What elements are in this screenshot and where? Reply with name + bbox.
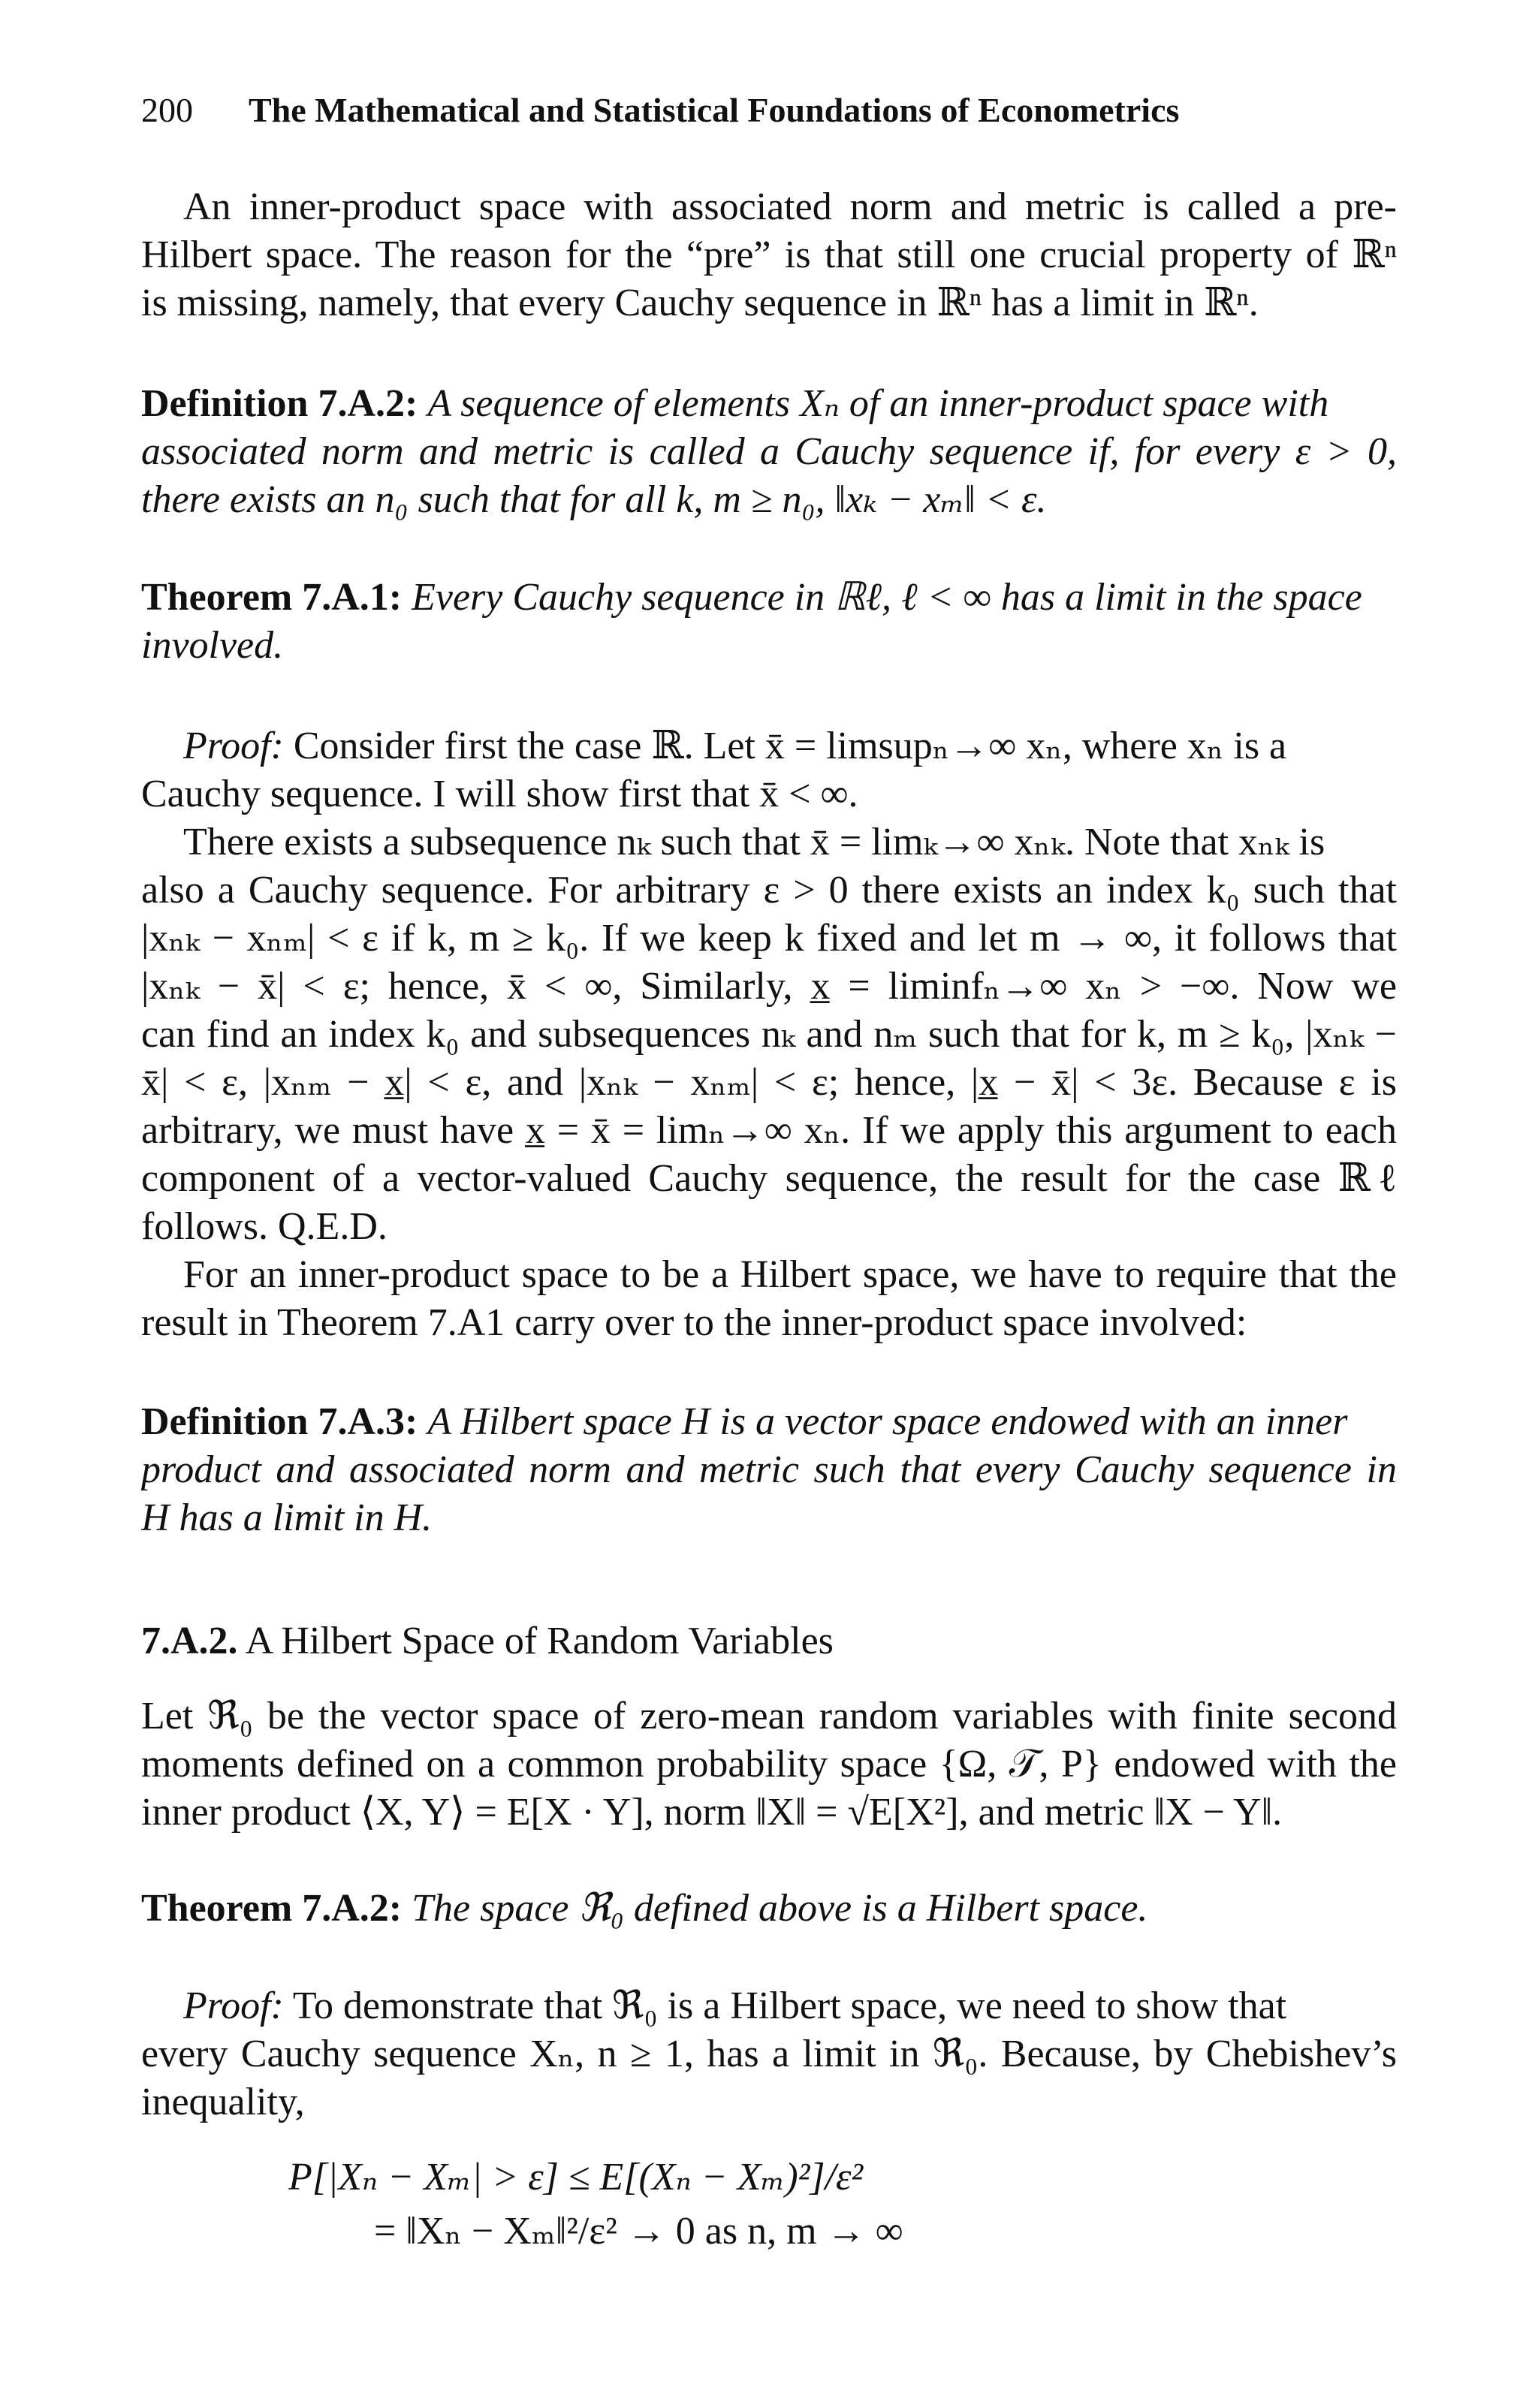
r0-para-line-1: Let ℜ₀ be the vector space of zero-mean random variables with finite second [141,1695,1397,1737]
section-heading [141,1617,1397,1665]
definition-7a2-text-1: A sequence of elements Xₙ of an inner-product space with [427,382,1329,425]
section-number: 7.A.2. [141,1620,238,1662]
theorem-7a2-text: The space ℜ₀ defined above is a Hilbert space. [412,1887,1148,1930]
proof-label: Proof: [183,725,284,767]
definition-7a3-label: Definition 7.A.3: [141,1400,418,1443]
definition-7a2-label: Definition 7.A.2: [141,382,418,425]
r0-para-line-3: inner product ⟨X, Y⟩ = E[X · Y], norm ‖X‖ = √E[X²], and metric ‖X − Y‖. [141,1791,1283,1834]
theorem-7a1-line-1 [141,574,1397,622]
theorem-7a2-label: Theorem 7.A.2: [141,1887,403,1930]
proof-7a2-line-3: inequality, [141,2081,305,2123]
proof-7a1-line-1 [183,722,1397,770]
definition-7a2-line-2: associated norm and metric is called a Cauchy sequence if, for every ε > 0, [141,430,1397,473]
intro-line-1: An inner-product space with associated norm and metric is called a pre- [183,185,1397,228]
proof-7a1-text-1: Consider first the case ℝ. Let x̄ = limsupₙ→∞ xₙ, where xₙ is a [293,725,1287,767]
proof-7a1-line-9: arbitrary, we must have x̲ = x̄ = limₙ→∞ xₙ. If we apply this argument to each [141,1109,1397,1152]
definition-7a3-line-1 [141,1398,1397,1446]
equation-line-2: = ‖Xₙ − Xₘ‖²/ε² → 0 as n, m → ∞ [374,2210,903,2253]
hilbert-para-line-1: For an inner-product space to be a Hilbert space, we have to require that the [183,1253,1397,1296]
proof-7a2-line-1 [183,1982,1397,2030]
r0-para-line-2: moments defined on a common probability space {Ω, 𝒯, P} endowed with the [141,1743,1397,1786]
page-number: 200 [141,91,193,129]
proof-7a1-line-3: There exists a subsequence nₖ such that x̄ = limₖ→∞ xₙₖ. Note that xₙₖ is [183,821,1325,863]
proof-7a2-text-1: To demonstrate that ℜ₀ is a Hilbert space, we need to show that [292,1985,1287,2027]
hilbert-para-line-2: result in Theorem 7.A1 carry over to the inner-product space involved: [141,1301,1247,1344]
theorem-7a2-line [141,1885,1397,1933]
theorem-7a1-text-1: Every Cauchy sequence in ℝℓ, ℓ < ∞ has a limit in the space [412,576,1362,619]
running-title: The Mathematical and Statistical Foundations of Econometrics [249,91,1180,129]
section-title: A Hilbert Space of Random Variables [245,1620,834,1662]
proof-7a1-line-10: component of a vector-valued Cauchy sequence, the result for the case ℝℓ [141,1157,1397,1200]
definition-7a3-line-2: product and associated norm and metric such that every Cauchy sequence in [141,1448,1397,1491]
proof-7a1-line-6: |xₙₖ − x̄| < ε; hence, x̄ < ∞, Similarly, x̲ = liminfₙ→∞ xₙ > −∞. Now we [141,965,1397,1008]
proof-7a1-line-8: x̄| < ε, |xₙₘ − x̲| < ε, and |xₙₖ − xₙₘ| < ε; hence, |x̲ − x̄| < 3ε. Because ε is [141,1061,1397,1104]
theorem-7a1-label: Theorem 7.A.1: [141,576,403,619]
running-header [141,84,1403,137]
proof-7a2-line-2: every Cauchy sequence Xₙ, n ≥ 1, has a limit in ℜ₀. Because, by Chebishev’s [141,2033,1397,2075]
proof-7a1-line-4: also a Cauchy sequence. For arbitrary ε > 0 there exists an index k₀ such that [141,869,1397,912]
proof-7a1-line-7: can find an index k₀ and subsequences nₖ and nₘ such that for k, m ≥ k₀, |xₙₖ − [141,1013,1397,1056]
intro-line-2: Hilbert space. The reason for the “pre” is that still one crucial property of ℝⁿ [141,234,1397,276]
intro-line-3: is missing, namely, that every Cauchy sequence in ℝⁿ has a limit in ℝⁿ. [141,282,1259,324]
definition-7a2-line-1 [141,380,1397,428]
equation-line-1: P[|Xₙ − Xₘ| > ε] ≤ E[(Xₙ − Xₘ)²]/ε² [288,2156,864,2199]
proof-7a1-line-11: follows. Q.E.D. [141,1205,388,1248]
definition-7a3-line-3: H has a limit in H. [141,1496,433,1539]
proof-7a1-line-2: Cauchy sequence. I will show first that x̄ < ∞. [141,773,858,815]
definition-7a3-text-1: A Hilbert space H is a vector space endowed with an inner [427,1400,1348,1443]
definition-7a2-line-3: there exists an n₀ such that for all k, m ≥ n₀, ‖xₖ − xₘ‖ < ε. [141,478,1047,521]
proof-label-2: Proof: [183,1985,284,2027]
theorem-7a1-line-2: involved. [141,624,284,667]
proof-7a1-line-5: |xₙₖ − xₙₘ| < ε if k, m ≥ k₀. If we keep k fixed and let m → ∞, it follows that [141,917,1397,960]
